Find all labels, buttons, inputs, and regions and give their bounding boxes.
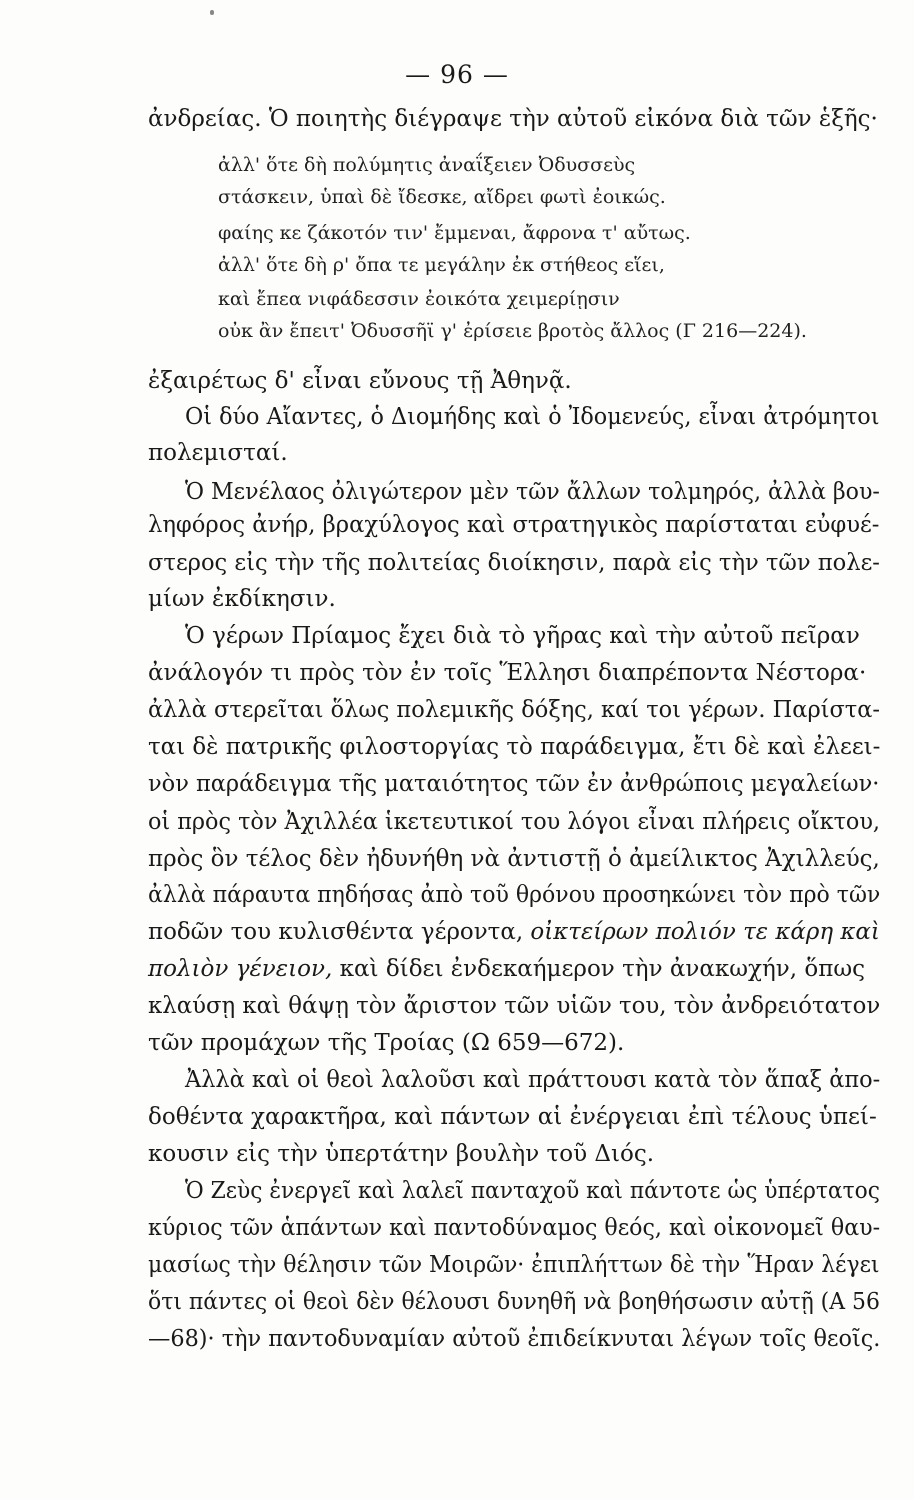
italic-quote: οἰκτείρων πολιόν τε κάρη καὶ — [530, 919, 880, 945]
text-line: ἀνάλογόν τι πρὸς τὸν ἐν τοῖς Ἕλλησι διαπρέποντα Νέστορα· — [148, 660, 867, 686]
text-line: μασίως τὴν θέλησιν τῶν Μοιρῶν· ἐπιπλήττων δὲ τὴν Ἥραν λέγει — [148, 1252, 880, 1278]
text-line: κλαύσῃ καὶ θάψῃ τὸν ἄριστον τῶν υἱῶν του, τὸν ἀνδρειότατον — [148, 993, 881, 1019]
text-line: μίων ἐκδίκησιν. — [148, 586, 336, 612]
text-line: ἀλλὰ πάραυτα πηδήσας ἀπὸ τοῦ θρόνου προσηκώνει τὸν πρὸ τῶν — [148, 882, 881, 908]
text-line: Οἱ δύο Αἴαντες, ὁ Διομήδης καὶ ὁ Ἰδομενεύς, εἶναι ἀτρόμητοι — [185, 404, 880, 430]
text-line: Ὁ Μενέλαος ὀλιγώτερον μὲν τῶν ἄλλων τολμηρός, ἀλλὰ βου- — [185, 479, 880, 505]
text-line — [148, 921, 880, 944]
text-line: Ἀλλὰ καὶ οἱ θεοὶ λαλοῦσι καὶ πράττουσι κατὰ τὸν ἅπαξ ἀπο- — [185, 1067, 881, 1093]
italic-quote: πολιὸν γένειον, — [148, 956, 333, 982]
text-line: κουσιν εἰς τὴν ὑπερτάτην βουλὴν τοῦ Διός. — [148, 1141, 655, 1167]
verse-line: στάσκειν, ὑπαὶ δὲ ἴδεσκε, αἴδρει φωτὶ ἐοικώς. — [218, 186, 666, 208]
verse-line: ἀλλ' ὅτε δὴ πολύμητις ἀναΐξειεν Ὀδυσσεὺς — [218, 154, 636, 176]
text-line: στερος εἰς τὴν τῆς πολιτείας διοίκησιν, παρὰ εἰς τὴν τῶν πολε- — [148, 550, 880, 576]
verse-line: φαίης κε ζάκοτόν τιν' ἔμμεναι, ἄφρονα τ' αὔτως. — [218, 222, 691, 244]
text-span: καὶ δίδει ἐνδεκαήμερον τὴν ἀνακωχήν, ὅπως — [332, 956, 865, 982]
text-line: Ὁ Ζεὺς ἐνεργεῖ καὶ λαλεῖ πανταχοῦ καὶ πάντοτε ὡς ὑπέρτατος — [185, 1178, 880, 1204]
ink-speck — [210, 10, 214, 15]
text-line: ὅτι πάντες οἱ θεοὶ δὲν θέλουσι δυνηθῆ νὰ βοηθήσωσιν αὐτῇ (Α 56 — [148, 1289, 880, 1315]
text-line: ται δὲ πατρικῆς φιλοστοργίας τὸ παράδειγμα, ἔτι δὲ καὶ ἐλεει- — [148, 734, 881, 760]
text-line — [148, 958, 865, 981]
text-line: Ὁ γέρων Πρίαμος ἔχει διὰ τὸ γῆρας καὶ τὴν αὐτοῦ πεῖραν — [185, 623, 860, 649]
text-line: —68)· τὴν παντοδυναμίαν αὐτοῦ ἐπιδείκνυται λέγων τοῖς θεοῖς. — [148, 1326, 881, 1352]
verse-line: οὐκ ἂν ἔπειτ' Ὀδυσσῆϊ γ' ἐρίσειε βροτὸς ἄλλος (Γ 216—224). — [218, 320, 807, 342]
verse-line: ἀλλ' ὅτε δὴ ρ' ὄπα τε μεγάλην ἐκ στήθεος εἵει, — [218, 254, 665, 276]
text-line: ληφόρος ἀνήρ, βραχύλογος καὶ στρατηγικὸς παρίσταται εὐφυέ- — [148, 512, 880, 538]
text-line: ἀνδρείας. Ὁ ποιητὴς διέγραψε τὴν αὐτοῦ εἰκόνα διὰ τῶν ἑξῆς· — [148, 106, 878, 132]
text-line: νὸν παράδειγμα τῆς ματαιότητος τῶν ἐν ἀνθρώποις μεγαλείων· — [148, 771, 880, 797]
text-line: δοθέντα χαρακτῆρα, καὶ πάντων αἱ ἐνέργειαι ἐπὶ τέλους ὑπεί- — [148, 1104, 877, 1130]
text-line: ἐξαιρέτως δ' εἶναι εὔνους τῇ Ἀθηνᾷ. — [148, 368, 572, 394]
text-line: οἱ πρὸς τὸν Ἀχιλλέα ἱκετευτικοί του λόγοι εἶναι πλήρεις οἴκτου, — [148, 809, 881, 835]
text-line: πρὸς ὃν τέλος δὲν ἠδυνήθη νὰ ἀντιστῇ ὁ ἀμείλικτος Ἀχιλλεύς, — [148, 846, 880, 872]
page-number: — 96 — — [405, 60, 509, 89]
text-line: πολεμισταί. — [148, 440, 288, 466]
text-line: ἀλλὰ στερεῖται ὅλως πολεμικῆς δόξης, καί τοι γέρων. Παρίστα- — [148, 697, 881, 723]
text-span: ποδῶν του κυλισθέντα γέροντα, — [148, 919, 531, 945]
verse-line: καὶ ἔπεα νιφάδεσσιν ἐοικότα χειμερίῃσιν — [218, 288, 620, 310]
text-line: τῶν προμάχων τῆς Τροίας (Ω 659—672). — [148, 1030, 625, 1056]
text-line: κύριος τῶν ἁπάντων καὶ παντοδύναμος θεός, καὶ οἰκονομεῖ θαυ- — [148, 1215, 881, 1241]
